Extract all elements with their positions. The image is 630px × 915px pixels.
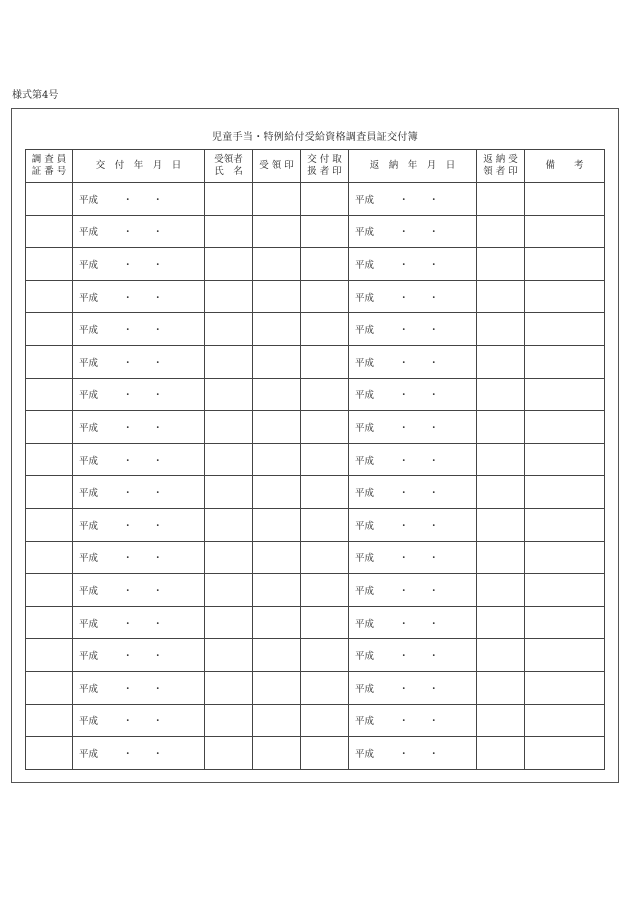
date-separator: ・ bbox=[429, 325, 439, 337]
date-separator: ・ bbox=[123, 292, 133, 304]
return-receiver-seal-cell[interactable] bbox=[477, 443, 525, 476]
remarks-cell[interactable] bbox=[525, 378, 605, 411]
receipt-seal-cell[interactable] bbox=[253, 378, 301, 411]
date-separator: ・ bbox=[429, 194, 439, 206]
date-separator: ・ bbox=[429, 227, 439, 239]
return-receiver-seal-cell[interactable] bbox=[477, 183, 525, 216]
date-separator: ・ bbox=[123, 553, 133, 565]
recipient-name-cell[interactable] bbox=[205, 574, 253, 607]
receipt-seal-cell[interactable] bbox=[253, 248, 301, 281]
return-date-cell[interactable] bbox=[349, 280, 477, 313]
remarks-cell[interactable] bbox=[525, 215, 605, 248]
card-number-cell[interactable] bbox=[26, 476, 73, 509]
col-issue-date: 交 付 年 月 日 bbox=[73, 150, 205, 183]
recipient-name-cell[interactable] bbox=[205, 508, 253, 541]
date-separator: ・ bbox=[399, 683, 409, 695]
return-date-cell[interactable] bbox=[349, 671, 477, 704]
remarks-cell[interactable] bbox=[525, 704, 605, 737]
era-label: 平成 bbox=[355, 488, 375, 500]
date-separator: ・ bbox=[153, 259, 163, 271]
receipt-seal-cell[interactable] bbox=[253, 280, 301, 313]
issue-date-cell[interactable] bbox=[73, 541, 205, 574]
date-separator: ・ bbox=[153, 325, 163, 337]
era-label: 平成 bbox=[355, 422, 375, 434]
era-label: 平成 bbox=[355, 390, 375, 402]
recipient-name-cell[interactable] bbox=[205, 248, 253, 281]
return-receiver-seal-cell[interactable] bbox=[477, 639, 525, 672]
date-separator: ・ bbox=[399, 325, 409, 337]
receipt-seal-cell[interactable] bbox=[253, 574, 301, 607]
receipt-seal-cell[interactable] bbox=[253, 215, 301, 248]
date-separator: ・ bbox=[123, 390, 133, 402]
date-separator: ・ bbox=[429, 553, 439, 565]
receipt-seal-cell[interactable] bbox=[253, 411, 301, 444]
return-date-cell[interactable] bbox=[349, 606, 477, 639]
issue-date-cell[interactable] bbox=[73, 411, 205, 444]
return-date-cell[interactable] bbox=[349, 378, 477, 411]
era-label: 平成 bbox=[79, 325, 99, 337]
return-date-cell[interactable] bbox=[349, 313, 477, 346]
date-separator: ・ bbox=[399, 520, 409, 532]
date-separator: ・ bbox=[153, 455, 163, 467]
table-row bbox=[26, 215, 605, 248]
remarks-cell[interactable] bbox=[525, 280, 605, 313]
date-separator: ・ bbox=[429, 259, 439, 271]
col-return-date: 返 納 年 月 日 bbox=[349, 150, 477, 183]
card-number-cell[interactable] bbox=[26, 443, 73, 476]
table-row bbox=[26, 313, 605, 346]
era-label: 平成 bbox=[79, 716, 99, 728]
return-date-cell[interactable] bbox=[349, 704, 477, 737]
date-separator: ・ bbox=[153, 194, 163, 206]
return-receiver-seal-cell[interactable] bbox=[477, 606, 525, 639]
issuer-seal-cell[interactable] bbox=[301, 378, 349, 411]
receipt-seal-cell[interactable] bbox=[253, 508, 301, 541]
date-separator: ・ bbox=[429, 390, 439, 402]
issuer-seal-cell[interactable] bbox=[301, 671, 349, 704]
remarks-cell[interactable] bbox=[525, 737, 605, 770]
date-separator: ・ bbox=[399, 227, 409, 239]
issue-date-cell[interactable] bbox=[73, 280, 205, 313]
issue-date-cell[interactable] bbox=[73, 345, 205, 378]
recipient-name-cell[interactable] bbox=[205, 215, 253, 248]
card-number-cell[interactable] bbox=[26, 183, 73, 216]
date-separator: ・ bbox=[429, 585, 439, 597]
date-separator: ・ bbox=[399, 585, 409, 597]
date-separator: ・ bbox=[123, 488, 133, 500]
return-receiver-seal-cell[interactable] bbox=[477, 574, 525, 607]
era-label: 平成 bbox=[355, 585, 375, 597]
return-date-cell[interactable] bbox=[349, 574, 477, 607]
date-separator: ・ bbox=[429, 651, 439, 663]
date-separator: ・ bbox=[153, 227, 163, 239]
date-separator: ・ bbox=[123, 455, 133, 467]
date-separator: ・ bbox=[399, 422, 409, 434]
era-label: 平成 bbox=[79, 194, 99, 206]
era-label: 平成 bbox=[355, 553, 375, 565]
receipt-seal-cell[interactable] bbox=[253, 476, 301, 509]
date-separator: ・ bbox=[399, 488, 409, 500]
date-separator: ・ bbox=[123, 651, 133, 663]
issue-date-cell[interactable] bbox=[73, 639, 205, 672]
issue-date-cell[interactable] bbox=[73, 508, 205, 541]
date-separator: ・ bbox=[429, 716, 439, 728]
date-separator: ・ bbox=[399, 194, 409, 206]
issuer-seal-cell[interactable] bbox=[301, 280, 349, 313]
date-separator: ・ bbox=[123, 585, 133, 597]
issuer-seal-cell[interactable] bbox=[301, 639, 349, 672]
form-number-label: 様式第4号 bbox=[12, 90, 59, 101]
date-separator: ・ bbox=[123, 716, 133, 728]
date-separator: ・ bbox=[399, 651, 409, 663]
remarks-cell[interactable] bbox=[525, 508, 605, 541]
date-separator: ・ bbox=[153, 585, 163, 597]
card-number-cell[interactable] bbox=[26, 280, 73, 313]
era-label: 平成 bbox=[355, 618, 375, 630]
return-date-cell[interactable] bbox=[349, 443, 477, 476]
era-label: 平成 bbox=[79, 227, 99, 239]
era-label: 平成 bbox=[79, 390, 99, 402]
card-number-cell[interactable] bbox=[26, 541, 73, 574]
table-row bbox=[26, 639, 605, 672]
date-separator: ・ bbox=[123, 227, 133, 239]
date-separator: ・ bbox=[123, 194, 133, 206]
issue-date-cell[interactable] bbox=[73, 443, 205, 476]
issue-date-cell[interactable] bbox=[73, 248, 205, 281]
issue-date-cell[interactable] bbox=[73, 183, 205, 216]
recipient-name-cell[interactable] bbox=[205, 443, 253, 476]
receipt-seal-cell[interactable] bbox=[253, 183, 301, 216]
issuer-seal-cell[interactable] bbox=[301, 541, 349, 574]
issue-date-cell[interactable] bbox=[73, 476, 205, 509]
table-row bbox=[26, 606, 605, 639]
receipt-seal-cell[interactable] bbox=[253, 639, 301, 672]
era-label: 平成 bbox=[79, 259, 99, 271]
issue-date-cell[interactable] bbox=[73, 215, 205, 248]
return-date-cell[interactable] bbox=[349, 639, 477, 672]
remarks-cell[interactable] bbox=[525, 541, 605, 574]
return-receiver-seal-cell[interactable] bbox=[477, 248, 525, 281]
remarks-cell[interactable] bbox=[525, 476, 605, 509]
issuer-seal-cell[interactable] bbox=[301, 443, 349, 476]
date-separator: ・ bbox=[399, 716, 409, 728]
card-number-cell[interactable] bbox=[26, 574, 73, 607]
date-separator: ・ bbox=[399, 455, 409, 467]
date-separator: ・ bbox=[153, 683, 163, 695]
era-label: 平成 bbox=[355, 716, 375, 728]
remarks-cell[interactable] bbox=[525, 443, 605, 476]
col-remarks: 備 考 bbox=[525, 150, 605, 183]
date-separator: ・ bbox=[153, 716, 163, 728]
remarks-cell[interactable] bbox=[525, 183, 605, 216]
receipt-seal-cell[interactable] bbox=[253, 443, 301, 476]
date-separator: ・ bbox=[123, 325, 133, 337]
col-return-receiver-seal: 返 納 受 領 者 印 bbox=[477, 150, 525, 183]
issuer-seal-cell[interactable] bbox=[301, 313, 349, 346]
card-number-cell[interactable] bbox=[26, 345, 73, 378]
return-date-cell[interactable] bbox=[349, 248, 477, 281]
return-receiver-seal-cell[interactable] bbox=[477, 411, 525, 444]
receipt-seal-cell[interactable] bbox=[253, 541, 301, 574]
document-title: 児童手当・特例給付受給資格調査員証交付簿 bbox=[212, 132, 418, 143]
table-row bbox=[26, 411, 605, 444]
table-row bbox=[26, 541, 605, 574]
recipient-name-cell[interactable] bbox=[205, 704, 253, 737]
date-separator: ・ bbox=[153, 390, 163, 402]
card-number-cell[interactable] bbox=[26, 704, 73, 737]
return-receiver-seal-cell[interactable] bbox=[477, 215, 525, 248]
date-separator: ・ bbox=[429, 422, 439, 434]
era-label: 平成 bbox=[355, 683, 375, 695]
card-number-cell[interactable] bbox=[26, 215, 73, 248]
card-number-cell[interactable] bbox=[26, 671, 73, 704]
issuer-seal-cell[interactable] bbox=[301, 215, 349, 248]
date-separator: ・ bbox=[123, 748, 133, 760]
era-label: 平成 bbox=[79, 651, 99, 663]
table-row bbox=[26, 671, 605, 704]
issue-date-cell[interactable] bbox=[73, 574, 205, 607]
issue-date-cell[interactable] bbox=[73, 671, 205, 704]
card-number-cell[interactable] bbox=[26, 639, 73, 672]
date-separator: ・ bbox=[153, 748, 163, 760]
issuer-seal-cell[interactable] bbox=[301, 737, 349, 770]
issuer-seal-cell[interactable] bbox=[301, 574, 349, 607]
return-date-cell[interactable] bbox=[349, 183, 477, 216]
era-label: 平成 bbox=[79, 748, 99, 760]
date-separator: ・ bbox=[429, 683, 439, 695]
remarks-cell[interactable] bbox=[525, 671, 605, 704]
date-separator: ・ bbox=[399, 748, 409, 760]
card-number-cell[interactable] bbox=[26, 606, 73, 639]
era-label: 平成 bbox=[355, 748, 375, 760]
date-separator: ・ bbox=[153, 651, 163, 663]
remarks-cell[interactable] bbox=[525, 345, 605, 378]
return-receiver-seal-cell[interactable] bbox=[477, 280, 525, 313]
return-receiver-seal-cell[interactable] bbox=[477, 704, 525, 737]
date-separator: ・ bbox=[399, 357, 409, 369]
remarks-cell[interactable] bbox=[525, 313, 605, 346]
return-receiver-seal-cell[interactable] bbox=[477, 345, 525, 378]
table-row bbox=[26, 443, 605, 476]
era-label: 平成 bbox=[355, 357, 375, 369]
receipt-seal-cell[interactable] bbox=[253, 737, 301, 770]
era-label: 平成 bbox=[79, 683, 99, 695]
table-row bbox=[26, 378, 605, 411]
return-receiver-seal-cell[interactable] bbox=[477, 671, 525, 704]
date-separator: ・ bbox=[153, 618, 163, 630]
date-separator: ・ bbox=[429, 357, 439, 369]
table-row bbox=[26, 183, 605, 216]
table-row bbox=[26, 574, 605, 607]
card-number-cell[interactable] bbox=[26, 508, 73, 541]
date-separator: ・ bbox=[123, 422, 133, 434]
date-separator: ・ bbox=[153, 422, 163, 434]
return-date-cell[interactable] bbox=[349, 476, 477, 509]
era-label: 平成 bbox=[79, 292, 99, 304]
recipient-name-cell[interactable] bbox=[205, 476, 253, 509]
card-number-cell[interactable] bbox=[26, 411, 73, 444]
issuance-register-table bbox=[25, 149, 605, 770]
era-label: 平成 bbox=[355, 455, 375, 467]
date-separator: ・ bbox=[429, 618, 439, 630]
date-separator: ・ bbox=[399, 553, 409, 565]
era-label: 平成 bbox=[79, 422, 99, 434]
col-receipt-seal: 受 領 印 bbox=[253, 150, 301, 183]
recipient-name-cell[interactable] bbox=[205, 671, 253, 704]
remarks-cell[interactable] bbox=[525, 574, 605, 607]
date-separator: ・ bbox=[153, 553, 163, 565]
era-label: 平成 bbox=[79, 488, 99, 500]
issuer-seal-cell[interactable] bbox=[301, 411, 349, 444]
issuer-seal-cell[interactable] bbox=[301, 606, 349, 639]
return-date-cell[interactable] bbox=[349, 541, 477, 574]
era-label: 平成 bbox=[79, 357, 99, 369]
return-date-cell[interactable] bbox=[349, 737, 477, 770]
recipient-name-cell[interactable] bbox=[205, 606, 253, 639]
recipient-name-cell[interactable] bbox=[205, 737, 253, 770]
header-row bbox=[26, 150, 605, 183]
receipt-seal-cell[interactable] bbox=[253, 313, 301, 346]
table-row bbox=[26, 737, 605, 770]
issue-date-cell[interactable] bbox=[73, 606, 205, 639]
recipient-name-cell[interactable] bbox=[205, 639, 253, 672]
date-separator: ・ bbox=[399, 259, 409, 271]
remarks-cell[interactable] bbox=[525, 606, 605, 639]
issuer-seal-cell[interactable] bbox=[301, 476, 349, 509]
table-row bbox=[26, 248, 605, 281]
era-label: 平成 bbox=[355, 194, 375, 206]
remarks-cell[interactable] bbox=[525, 248, 605, 281]
issuer-seal-cell[interactable] bbox=[301, 248, 349, 281]
era-label: 平成 bbox=[355, 292, 375, 304]
date-separator: ・ bbox=[153, 292, 163, 304]
return-date-cell[interactable] bbox=[349, 411, 477, 444]
era-label: 平成 bbox=[355, 259, 375, 271]
return-receiver-seal-cell[interactable] bbox=[477, 541, 525, 574]
date-separator: ・ bbox=[123, 357, 133, 369]
date-separator: ・ bbox=[429, 520, 439, 532]
issue-date-cell[interactable] bbox=[73, 313, 205, 346]
card-number-cell[interactable] bbox=[26, 248, 73, 281]
date-separator: ・ bbox=[399, 618, 409, 630]
date-separator: ・ bbox=[429, 488, 439, 500]
recipient-name-cell[interactable] bbox=[205, 345, 253, 378]
recipient-name-cell[interactable] bbox=[205, 183, 253, 216]
remarks-cell[interactable] bbox=[525, 639, 605, 672]
era-label: 平成 bbox=[79, 553, 99, 565]
return-date-cell[interactable] bbox=[349, 508, 477, 541]
remarks-cell[interactable] bbox=[525, 411, 605, 444]
date-separator: ・ bbox=[399, 390, 409, 402]
receipt-seal-cell[interactable] bbox=[253, 606, 301, 639]
recipient-name-cell[interactable] bbox=[205, 541, 253, 574]
date-separator: ・ bbox=[123, 259, 133, 271]
issue-date-cell[interactable] bbox=[73, 378, 205, 411]
issuer-seal-cell[interactable] bbox=[301, 183, 349, 216]
col-issuer-seal: 交 付 取 扱 者 印 bbox=[301, 150, 349, 183]
receipt-seal-cell[interactable] bbox=[253, 704, 301, 737]
return-receiver-seal-cell[interactable] bbox=[477, 476, 525, 509]
return-receiver-seal-cell[interactable] bbox=[477, 313, 525, 346]
col-card-number: 調 査 員 証 番 号 bbox=[26, 150, 73, 183]
date-separator: ・ bbox=[123, 520, 133, 532]
return-receiver-seal-cell[interactable] bbox=[477, 508, 525, 541]
era-label: 平成 bbox=[79, 585, 99, 597]
era-label: 平成 bbox=[355, 325, 375, 337]
era-label: 平成 bbox=[79, 455, 99, 467]
receipt-seal-cell[interactable] bbox=[253, 345, 301, 378]
era-label: 平成 bbox=[355, 651, 375, 663]
receipt-seal-cell[interactable] bbox=[253, 671, 301, 704]
era-label: 平成 bbox=[355, 520, 375, 532]
recipient-name-cell[interactable] bbox=[205, 280, 253, 313]
table-row bbox=[26, 704, 605, 737]
return-receiver-seal-cell[interactable] bbox=[477, 378, 525, 411]
table-row bbox=[26, 508, 605, 541]
issuer-seal-cell[interactable] bbox=[301, 704, 349, 737]
date-separator: ・ bbox=[153, 520, 163, 532]
era-label: 平成 bbox=[355, 227, 375, 239]
recipient-name-cell[interactable] bbox=[205, 411, 253, 444]
table-row bbox=[26, 280, 605, 313]
return-date-cell[interactable] bbox=[349, 345, 477, 378]
date-separator: ・ bbox=[123, 683, 133, 695]
table-row bbox=[26, 476, 605, 509]
date-separator: ・ bbox=[153, 488, 163, 500]
date-separator: ・ bbox=[123, 618, 133, 630]
card-number-cell[interactable] bbox=[26, 378, 73, 411]
date-separator: ・ bbox=[153, 357, 163, 369]
card-number-cell[interactable] bbox=[26, 313, 73, 346]
era-label: 平成 bbox=[79, 520, 99, 532]
issue-date-cell[interactable] bbox=[73, 737, 205, 770]
date-separator: ・ bbox=[429, 455, 439, 467]
recipient-name-cell[interactable] bbox=[205, 313, 253, 346]
era-label: 平成 bbox=[79, 618, 99, 630]
table-row bbox=[26, 345, 605, 378]
issuer-seal-cell[interactable] bbox=[301, 345, 349, 378]
col-recipient-name: 受領者 氏 名 bbox=[205, 150, 253, 183]
date-separator: ・ bbox=[429, 748, 439, 760]
return-receiver-seal-cell[interactable] bbox=[477, 737, 525, 770]
issuer-seal-cell[interactable] bbox=[301, 508, 349, 541]
date-separator: ・ bbox=[399, 292, 409, 304]
return-date-cell[interactable] bbox=[349, 215, 477, 248]
date-separator: ・ bbox=[429, 292, 439, 304]
recipient-name-cell[interactable] bbox=[205, 378, 253, 411]
issue-date-cell[interactable] bbox=[73, 704, 205, 737]
card-number-cell[interactable] bbox=[26, 737, 73, 770]
